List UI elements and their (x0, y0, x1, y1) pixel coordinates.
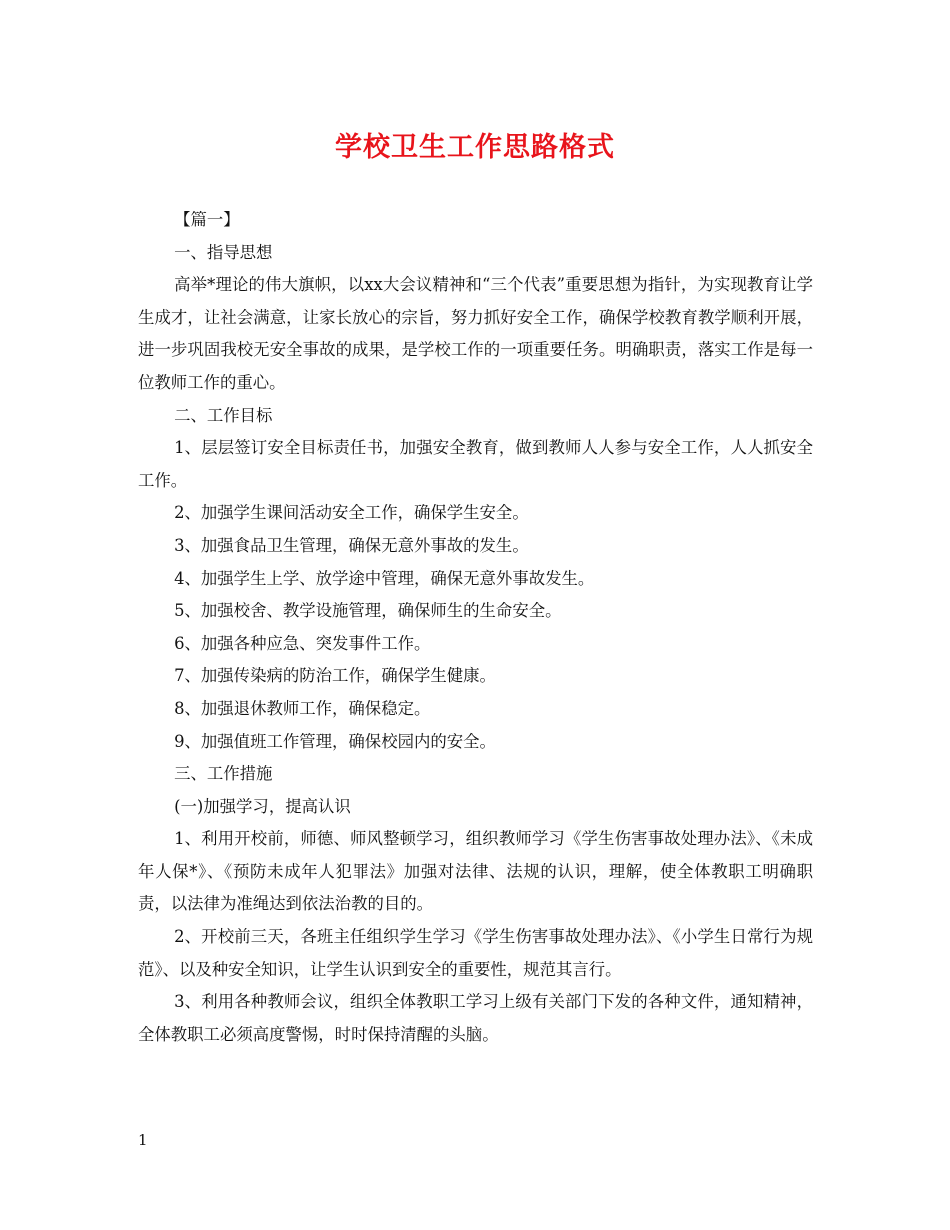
page-number: 1 (138, 1131, 148, 1149)
page-title: 学校卫生工作思路格式 (335, 132, 615, 163)
goal-item: 1、层层签订安全目标责任书，加强安全教育，做到教师人人参与安全工作，人人抓安全工作。 (138, 438, 813, 490)
heading-work-measures: 三、工作措施 (174, 764, 273, 784)
goal-item: 9、加强值班工作管理，确保校园内的安全。 (174, 731, 496, 751)
paragraph-guiding-ideology: 高举*理论的伟大旗帜，以xx大会议精神和“三个代表”重要思想为指针，为实现教育让学生成才，让社会满意，让家长放心的宗旨，努力抓好安全工作，确保学校教育教学顺利开展，进一步巩固我校无安全事故的成果，是学校工作的一项重要任务。明确职责，落实工作是每一位教师工作的重心。 (138, 275, 813, 392)
subheading-study: (一)加强学习，提高认识 (174, 796, 351, 816)
document-body (138, 204, 813, 1051)
goal-item: 2、加强学生课间活动安全工作，确保学生安全。 (174, 503, 529, 523)
heading-work-goals: 二、工作目标 (174, 405, 273, 425)
goal-item: 7、加强传染病的防治工作，确保学生健康。 (174, 666, 496, 686)
goal-item: 6、加强各种应急、突发事件工作。 (174, 633, 431, 653)
measure-item: 1、利用开校前，师德、师风整顿学习，组织教师学习《学生伤害事故处理办法》、《未成年人保*》、《预防未成年人犯罪法》加强对法律、法规的认识，理解，使全体教职工明确职责，以法律为准绳达到依法治教的目的。 (138, 829, 813, 914)
goal-item: 4、加强学生上学、放学途中管理，确保无意外事故发生。 (174, 568, 595, 588)
heading-guiding-ideology: 一、指导思想 (174, 242, 273, 262)
goal-item: 5、加强校舍、教学设施管理，确保师生的生命安全。 (174, 601, 562, 621)
section-label: 【篇一】 (174, 210, 240, 229)
goal-item: 8、加强退休教师工作，确保稳定。 (174, 698, 431, 718)
goal-item: 3、加强食品卫生管理，确保无意外事故的发生。 (174, 535, 529, 555)
measure-item: 2、开校前三天，各班主任组织学生学习《学生伤害事故处理办法》、《小学生日常行为规范》、以及种安全知识，让学生认识到安全的重要性，规范其言行。 (138, 927, 813, 979)
measure-item: 3、利用各种教师会议，组织全体教职工学习上级有关部门下发的各种文件，通知精神，全体教职工必须高度警惕，时时保持清醒的头脑。 (138, 992, 813, 1044)
